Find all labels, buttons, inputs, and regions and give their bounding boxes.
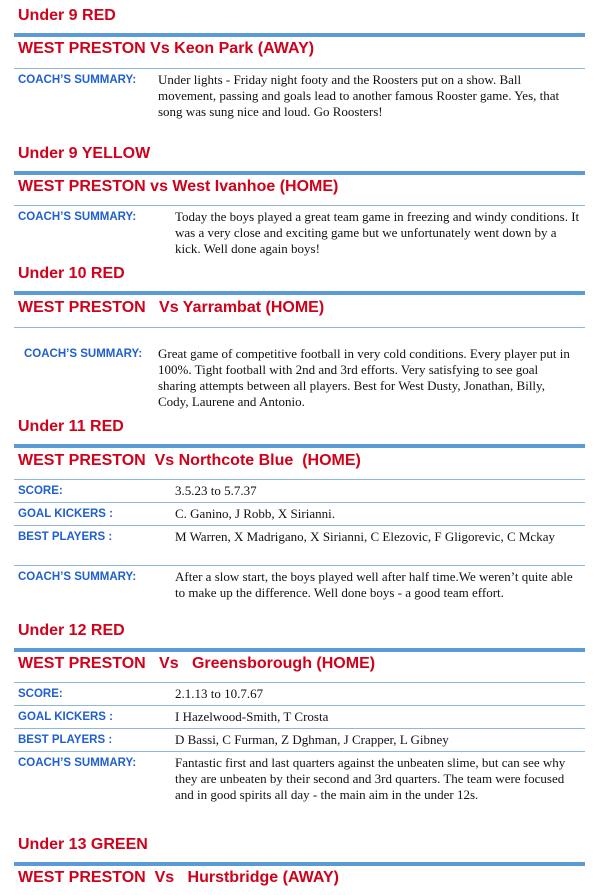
summary-label: COACH’S SUMMARY: (18, 571, 137, 583)
row-divider (14, 327, 585, 328)
match-title: WEST PRESTON Vs Greensborough (HOME) (18, 655, 376, 672)
section-rule (14, 444, 585, 448)
team-heading: Under 12 RED (18, 622, 125, 639)
best-players-value: M Warren, X Madrigano, X Sirianni, C Elezovic, F Gligorevic, C Mckay (175, 529, 555, 544)
row-divider (14, 705, 585, 706)
row-divider (14, 68, 585, 69)
summary-text: Under lights - Friday night footy and the Roosters put on a show. Ball movement, passing and goals lead to another famous Rooster game. Yes, that song was sung nice and loud. Go Roosters! (158, 72, 560, 119)
row-divider (14, 751, 585, 752)
summary-text: Great game of competitive football in very cold conditions. Every player put in 100%. Tight football with 2nd and 3rd efforts. Very satisfying to see goal sharing attempts between all players. Best for West Dusty, Jonathan, Billy, Cody, Laurene and Antonio. (158, 346, 570, 409)
best-players-label: BEST PLAYERS : (18, 734, 113, 746)
team-heading: Under 10 RED (18, 265, 125, 282)
team-heading: Under 9 RED (18, 7, 116, 24)
team-heading: Under 9 YELLOW (18, 145, 151, 162)
score-value: 3.5.23 to 5.7.37 (175, 483, 257, 498)
summary-label: COACH’S SUMMARY: (18, 74, 137, 86)
row-divider (14, 479, 585, 480)
section-rule (14, 862, 585, 866)
summary-text: Fantastic first and last quarters against the unbeaten slime, but can see why they are unbeaten by their second and 3rd quarters. The team were focused and in good spirits all day - the main aim in the under 12s. (175, 755, 566, 802)
goal-kickers-label: GOAL KICKERS : (18, 711, 113, 723)
summary-text: Today the boys played a great team game in freezing and windy conditions. It was a very close and exciting game but we unfortunately went down by a kick. Well done again boys! (175, 209, 580, 256)
summary-label: COACH’S SUMMARY: (24, 348, 143, 360)
summary-text: After a slow start, the boys played well after half time.We weren’t quite able to make up the difference. Well done boys - a good team effort. (175, 569, 573, 600)
section-rule (14, 648, 585, 652)
row-divider (14, 502, 585, 503)
section-rule (14, 171, 585, 175)
section-rule (14, 291, 585, 295)
match-title: WEST PRESTON Vs Hurstbridge (AWAY) (18, 869, 339, 886)
match-title: WEST PRESTON Vs Keon Park (AWAY) (18, 40, 315, 57)
goal-kickers-label: GOAL KICKERS : (18, 508, 113, 520)
score-label: SCORE: (18, 485, 63, 497)
goal-kickers-value: I Hazelwood-Smith, T Crosta (175, 709, 329, 724)
goal-kickers-value: C. Ganino, J Robb, X Sirianni. (175, 506, 335, 521)
best-players-value: D Bassi, C Furman, Z Dghman, J Crapper, L Gibney (175, 732, 449, 747)
row-divider (14, 728, 585, 729)
score-label: SCORE: (18, 688, 63, 700)
summary-label: COACH’S SUMMARY: (18, 211, 137, 223)
row-divider (14, 205, 585, 206)
match-title: WEST PRESTON Vs Northcote Blue (HOME) (18, 452, 361, 469)
summary-label: COACH’S SUMMARY: (18, 757, 137, 769)
team-heading: Under 13 GREEN (18, 836, 148, 853)
section-rule (14, 33, 585, 37)
best-players-label: BEST PLAYERS : (18, 531, 113, 543)
score-value: 2.1.13 to 10.7.67 (175, 686, 264, 701)
row-divider (14, 565, 585, 566)
match-title: WEST PRESTON Vs Yarrambat (HOME) (18, 299, 325, 316)
row-divider (14, 682, 585, 683)
team-heading: Under 11 RED (18, 418, 124, 435)
row-divider (14, 525, 585, 526)
match-title: WEST PRESTON vs West Ivanhoe (HOME) (18, 178, 339, 195)
